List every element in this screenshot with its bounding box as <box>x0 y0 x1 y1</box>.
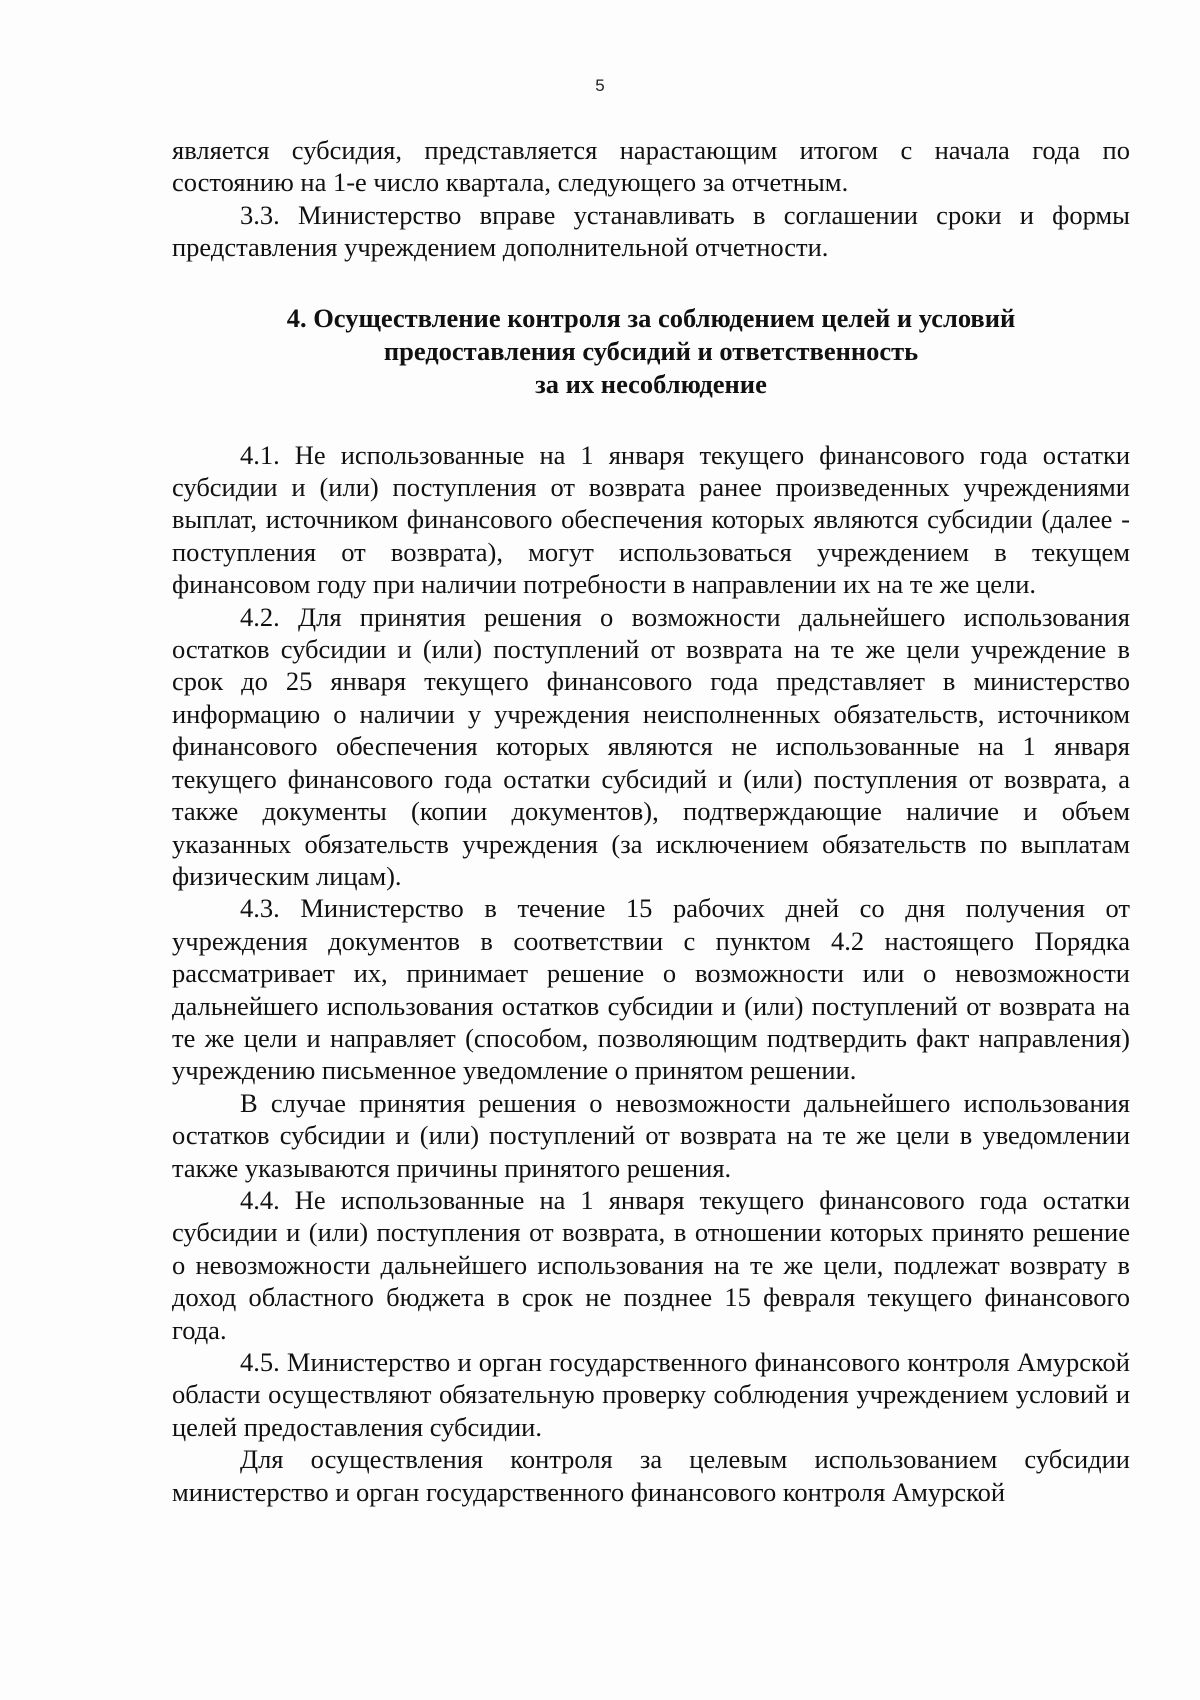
section-heading <box>172 302 1130 401</box>
paragraph-4-4: 4.4. Не использованные на 1 января текущего финансового года остатки субсидии и (или) поступления от возврата, в отношении которых принято решение о невозможности дальнейшего использования на те же цели, подлежат возврату в доход областного бюджета в срок не позднее 15 февраля текущего финансового года. <box>172 1184 1130 1345</box>
paragraph-4-3-continued: В случае принятия решения о невозможности дальнейшего использования остатков субсидии и (или) поступлений от возврата на те же цели в уведомлении также указываются причины принятого решения. <box>172 1087 1130 1183</box>
paragraph-continued: является субсидия, представляется нарастающим итогом с начала года по состоянию на 1-е число квартала, следующего за отчетным. <box>172 135 1130 198</box>
section-heading-line-2: предоставления субсидий и ответственность <box>383 335 919 366</box>
paragraph-4-2: 4.2. Для принятия решения о возможности дальнейшего использования остатков субсидии и (или) поступлений от возврата на те же цели учреждение в срок до 25 января текущего финансового года представляет в министерство информацию о наличии у учреждения неисполненных обязательств, источником финансового обеспечения которых являются не использованные на 1 января текущего финансового года остатки субсидий и (или) поступления от возврата, а также документы (копии документов), подтверждающие наличие и объем указанных обязательств учреждения (за исключением обязательств по выплатам физическим лицам). <box>172 601 1130 891</box>
page-number: 5 <box>595 76 605 95</box>
paragraph-4-5: 4.5. Министерство и орган государственного финансового контроля Амурской области осуществляют обязательную проверку соблюдения учреждением условий и целей предоставления субсидии. <box>172 1347 1130 1442</box>
section-heading-line-1: 4. Осуществление контроля за соблюдением целей и условий <box>286 302 1016 333</box>
paragraph-4-5-continued: Для осуществления контроля за целевым использованием субсидии министерство и орган государственного финансового контроля Амурской <box>172 1444 1130 1507</box>
document-body <box>172 134 1130 1508</box>
paragraph-4-1: 4.1. Не использованные на 1 января текущего финансового года остатки субсидии и (или) поступления от возврата ранее произведенных учреждениями выплат, источником финансового обеспечения которых являются субсидии (далее - поступления от возврата), могут использоваться учреждением в текущем финансовом году при наличии потребности в направлении их на те же цели. <box>172 439 1130 600</box>
paragraph-3-3: 3.3. Министерство вправе устанавливать в соглашении сроки и формы представления учреждением дополнительной отчетности. <box>172 199 1130 263</box>
paragraph-4-3: 4.3. Министерство в течение 15 рабочих дней со дня получения от учреждения документов в соответствии с пунктом 4.2 настоящего Порядка рассматривает их, принимает решение о возможности или о невозможности дальнейшего использования остатков субсидии и (или) поступлений от возврата на те же цели и направляет (способом, позволяющим подтвердить факт направления) учреждению письменное уведомление о принятом решении. <box>172 893 1130 1086</box>
section-heading-line-3: за их несоблюдение <box>535 368 767 399</box>
